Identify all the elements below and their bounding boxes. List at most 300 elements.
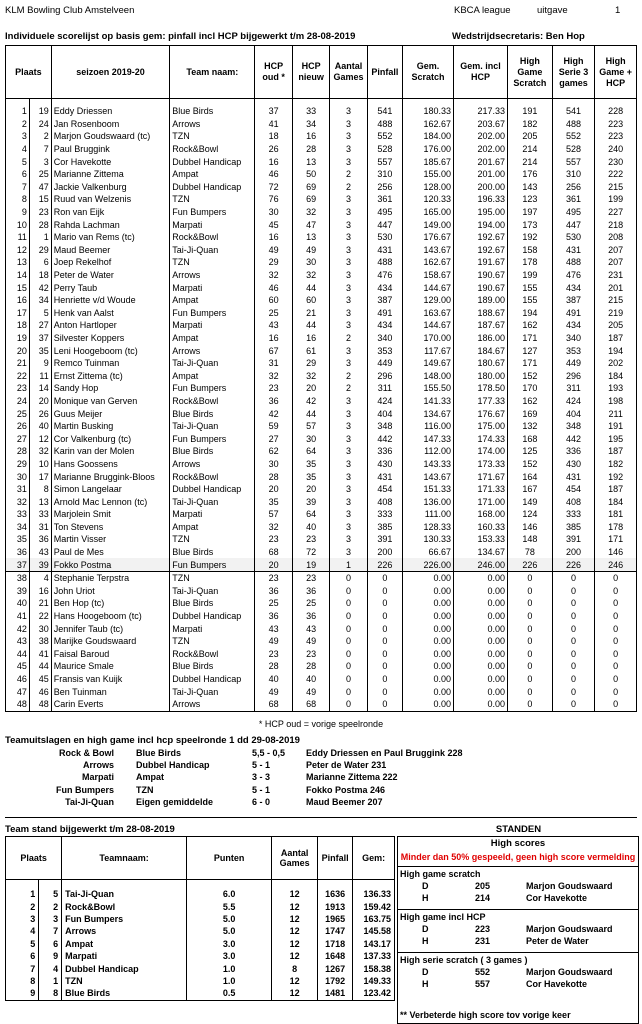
- table-cell: Blue Birds: [170, 597, 255, 610]
- table-cell: 123: [508, 193, 553, 206]
- table-cell: 20: [255, 483, 292, 496]
- high-score-block: [398, 866, 638, 905]
- table-cell: John Uriot: [51, 585, 170, 598]
- table-cell: 476: [367, 269, 402, 282]
- table-cell: 132: [508, 420, 553, 433]
- table-cell: 32: [292, 269, 329, 282]
- table-cell: Marijke Goudswaard: [51, 635, 170, 648]
- table-cell: 49: [255, 244, 292, 257]
- table-cell: 78: [508, 546, 553, 559]
- table-cell: 0.00: [403, 673, 454, 686]
- stand-cell: 1: [39, 975, 62, 987]
- table-cell: 28: [292, 143, 329, 156]
- table-cell: 16: [255, 332, 292, 345]
- stand-cell: 5: [6, 938, 39, 950]
- stand-cell: 5.5: [186, 900, 271, 912]
- table-cell: 0: [508, 597, 553, 610]
- table-cell: 201.67: [454, 155, 508, 168]
- table-cell: 32: [255, 521, 292, 534]
- table-cell: 49: [292, 685, 329, 698]
- result-cell: 5 - 1: [252, 784, 271, 795]
- table-cell: 17: [6, 307, 30, 320]
- table-cell: 0: [367, 660, 402, 673]
- table-cell: 128.00: [403, 181, 454, 194]
- table-cell: 45: [29, 673, 51, 686]
- col-header: Pinfall: [318, 837, 353, 880]
- stand-row: [6, 925, 395, 937]
- table-cell: 148: [508, 533, 553, 546]
- table-cell: 552: [552, 130, 595, 143]
- table-cell: 146: [595, 546, 637, 559]
- table-cell: Silvester Koppers: [51, 332, 170, 345]
- table-cell: 143.67: [403, 244, 454, 257]
- table-cell: 36: [292, 610, 329, 623]
- table-cell: 25: [6, 407, 30, 420]
- table-cell: 175.00: [454, 420, 508, 433]
- table-cell: 215: [595, 294, 637, 307]
- table-cell: 6: [29, 256, 51, 269]
- table-cell: 3: [330, 357, 367, 370]
- table-cell: 162.67: [403, 256, 454, 269]
- table-cell: Jackie Valkenburg: [51, 181, 170, 194]
- table-cell: 16: [6, 294, 30, 307]
- table-cell: 19: [6, 332, 30, 345]
- table-cell: 144.67: [403, 319, 454, 332]
- high-score-cell: H: [422, 893, 429, 903]
- table-cell: 30: [255, 458, 292, 471]
- table-cell: 0: [508, 635, 553, 648]
- table-cell: Fun Bumpers: [170, 206, 255, 219]
- table-cell: 170: [508, 382, 553, 395]
- table-cell: 0.00: [403, 622, 454, 635]
- table-cell: 0: [330, 673, 367, 686]
- table-cell: 0.00: [403, 597, 454, 610]
- table-cell: Fun Bumpers: [170, 432, 255, 445]
- table-cell: Eddy Driessen: [51, 105, 170, 118]
- table-cell: 23: [292, 648, 329, 661]
- table-cell: 36: [292, 585, 329, 598]
- table-cell: 155.00: [403, 168, 454, 181]
- table-cell: 0: [367, 622, 402, 635]
- table-cell: Leni Hoogeboom (tc): [51, 344, 170, 357]
- table-cell: 0: [595, 698, 637, 711]
- result-cell: Blue Birds: [136, 748, 182, 759]
- stand-cell: 12: [272, 888, 318, 900]
- stand-cell: 8: [39, 987, 62, 1000]
- table-cell: 42: [292, 395, 329, 408]
- col-header: High Game Scratch: [508, 46, 553, 99]
- table-row: [6, 635, 637, 648]
- table-cell: 33: [292, 105, 329, 118]
- table-row: [6, 483, 637, 496]
- table-cell: 5: [6, 155, 30, 168]
- table-cell: Fun Bumpers: [170, 382, 255, 395]
- table-cell: 39: [292, 495, 329, 508]
- table-cell: 0: [367, 648, 402, 661]
- table-cell: Ruud van Welzenis: [51, 193, 170, 206]
- table-cell: 0: [595, 648, 637, 661]
- table-cell: 17: [29, 470, 51, 483]
- col-header: Aantal Games: [330, 46, 367, 99]
- table-cell: 18: [29, 269, 51, 282]
- stand-cell: 8: [6, 975, 39, 987]
- table-cell: Ben Hop (tc): [51, 597, 170, 610]
- col-header: Plaats: [6, 837, 62, 880]
- col-header: Gem:: [353, 837, 395, 880]
- table-cell: 192.67: [454, 244, 508, 257]
- results-table: [40, 747, 504, 808]
- table-cell: 21: [29, 597, 51, 610]
- table-cell: 186.00: [454, 332, 508, 345]
- stand-cell: 3.0: [186, 938, 271, 950]
- table-cell: 340: [367, 332, 402, 345]
- table-cell: 3: [330, 546, 367, 559]
- table-cell: Jan Rosenboom: [51, 118, 170, 131]
- table-cell: 8: [29, 483, 51, 496]
- table-cell: Dubbel Handicap: [170, 610, 255, 623]
- table-cell: 0: [595, 622, 637, 635]
- high-score-cell: Cor Havekotte: [526, 979, 588, 989]
- stand-cell: 1913: [318, 900, 353, 912]
- table-cell: 0: [367, 635, 402, 648]
- table-cell: 310: [552, 168, 595, 181]
- table-cell: 3: [330, 256, 367, 269]
- table-cell: Henk van Aalst: [51, 307, 170, 320]
- table-cell: Maurice Smale: [51, 660, 170, 673]
- table-cell: 171: [508, 332, 553, 345]
- col-header: Aantal Games: [272, 837, 318, 880]
- table-cell: 454: [367, 483, 402, 496]
- table-cell: 3: [330, 281, 367, 294]
- high-score-block: [398, 952, 638, 991]
- table-cell: 408: [367, 495, 402, 508]
- table-cell: Tai-Ji-Quan: [170, 685, 255, 698]
- table-cell: 348: [367, 420, 402, 433]
- table-cell: 190.67: [454, 281, 508, 294]
- stand-cell: Tai-Ji-Quan: [62, 888, 187, 900]
- result-cell: 3 - 3: [252, 772, 271, 783]
- table-cell: Arrows: [170, 458, 255, 471]
- table-header: [6, 46, 637, 99]
- table-cell: 169: [508, 407, 553, 420]
- high-score-row: [398, 924, 638, 936]
- table-row: [6, 470, 637, 483]
- table-cell: 59: [255, 420, 292, 433]
- stand-cell: 163.75: [353, 913, 395, 925]
- table-cell: 0.00: [454, 685, 508, 698]
- table-cell: 3: [330, 244, 367, 257]
- table-cell: 454: [552, 483, 595, 496]
- table-cell: 34: [292, 118, 329, 131]
- table-row: [6, 508, 637, 521]
- table-cell: 68: [255, 698, 292, 711]
- table-row: [6, 193, 637, 206]
- stand-cell: 137.33: [353, 950, 395, 962]
- table-cell: 0: [508, 648, 553, 661]
- table-cell: 4: [29, 571, 51, 584]
- table-cell: 35: [292, 458, 329, 471]
- table-cell: 49: [255, 685, 292, 698]
- table-cell: 38: [6, 571, 30, 584]
- table-cell: 199: [508, 269, 553, 282]
- table-cell: Monique van Gerven: [51, 395, 170, 408]
- table-cell: 0: [552, 648, 595, 661]
- table-row: [6, 533, 637, 546]
- table-cell: 27: [255, 432, 292, 445]
- table-cell: 4: [6, 143, 30, 156]
- table-row: [6, 244, 637, 257]
- team-stand-table: [5, 836, 395, 1001]
- table-cell: 2: [29, 130, 51, 143]
- table-cell: Blue Birds: [170, 105, 255, 118]
- table-cell: 0: [330, 648, 367, 661]
- table-cell: 3: [330, 130, 367, 143]
- table-cell: 155: [508, 294, 553, 307]
- table-cell: 223: [595, 118, 637, 131]
- table-cell: 41: [6, 610, 30, 623]
- table-row: [6, 420, 637, 433]
- table-cell: 256: [367, 181, 402, 194]
- table-cell: 25: [255, 597, 292, 610]
- table-cell: 141.33: [403, 395, 454, 408]
- table-cell: 42: [255, 407, 292, 420]
- table-cell: 130.33: [403, 533, 454, 546]
- table-cell: 49: [255, 635, 292, 648]
- table-cell: 19: [29, 105, 51, 118]
- league-name: KBCA league: [454, 5, 511, 16]
- table-cell: 3: [330, 206, 367, 219]
- table-cell: 162.67: [403, 118, 454, 131]
- table-cell: TZN: [170, 256, 255, 269]
- table-cell: 528: [552, 143, 595, 156]
- col-header: Teamnaam:: [62, 837, 187, 880]
- table-cell: 47: [6, 685, 30, 698]
- table-cell: 296: [367, 369, 402, 382]
- stand-cell: Ampat: [62, 938, 187, 950]
- table-cell: 0: [595, 660, 637, 673]
- table-cell: 430: [367, 458, 402, 471]
- table-row: [6, 168, 637, 181]
- table-cell: 57: [292, 420, 329, 433]
- stand-cell: Dubbel Handicap: [62, 962, 187, 974]
- table-cell: 10: [6, 218, 30, 231]
- table-cell: 149: [508, 495, 553, 508]
- table-cell: 353: [552, 344, 595, 357]
- table-row: [6, 558, 637, 571]
- table-cell: 43: [29, 546, 51, 559]
- high-score-row: [398, 967, 638, 979]
- table-cell: Rock&Bowl: [170, 648, 255, 661]
- table-cell: 178.50: [454, 382, 508, 395]
- table-cell: 31: [255, 357, 292, 370]
- table-cell: 178: [595, 521, 637, 534]
- table-cell: 16: [292, 130, 329, 143]
- table-row: [6, 673, 637, 686]
- table-cell: Faisal Baroud: [51, 648, 170, 661]
- table-cell: 387: [552, 294, 595, 307]
- table-row: [6, 319, 637, 332]
- table-cell: 28: [29, 218, 51, 231]
- table-cell: 25: [29, 168, 51, 181]
- table-cell: 226: [552, 558, 595, 571]
- stand-cell: 145.58: [353, 925, 395, 937]
- table-row: [6, 495, 637, 508]
- table-cell: 24: [29, 118, 51, 131]
- table-row: [6, 610, 637, 623]
- table-cell: 23: [255, 382, 292, 395]
- table-cell: Rock&Bowl: [170, 143, 255, 156]
- table-cell: 23: [292, 571, 329, 584]
- table-cell: 40: [292, 521, 329, 534]
- table-cell: 41: [29, 648, 51, 661]
- table-cell: 340: [552, 332, 595, 345]
- table-row: [6, 685, 637, 698]
- result-cell: 5 - 1: [252, 760, 271, 771]
- stand-cell: Marpati: [62, 950, 187, 962]
- table-cell: 27: [6, 432, 30, 445]
- table-cell: Blue Birds: [170, 660, 255, 673]
- table-cell: 219: [595, 307, 637, 320]
- table-cell: 0: [367, 685, 402, 698]
- table-cell: 0: [508, 673, 553, 686]
- table-row: [6, 648, 637, 661]
- table-cell: 32: [292, 369, 329, 382]
- table-cell: Anton Hartloper: [51, 319, 170, 332]
- table-cell: 0.00: [454, 571, 508, 584]
- table-cell: 557: [552, 155, 595, 168]
- table-cell: 36: [255, 395, 292, 408]
- table-cell: 194: [595, 344, 637, 357]
- result-cell: Arrows: [82, 760, 114, 771]
- table-cell: 200: [367, 546, 402, 559]
- table-cell: Blue Birds: [170, 546, 255, 559]
- table-cell: 33: [6, 508, 30, 521]
- table-cell: 0.00: [403, 660, 454, 673]
- table-cell: 431: [367, 244, 402, 257]
- result-cell: Peter de Water 231: [306, 760, 387, 771]
- table-cell: 36: [255, 610, 292, 623]
- table-cell: 2: [330, 382, 367, 395]
- table-cell: 127: [508, 344, 553, 357]
- table-cell: 28: [6, 445, 30, 458]
- table-cell: 158: [508, 244, 553, 257]
- table-cell: 182: [595, 458, 637, 471]
- table-cell: 187: [595, 332, 637, 345]
- table-cell: 3: [330, 231, 367, 244]
- table-cell: Marianne Bruggink-Bloos: [51, 470, 170, 483]
- table-cell: 3: [330, 395, 367, 408]
- stand-cell: 2: [6, 900, 39, 912]
- table-cell: 1: [330, 558, 367, 571]
- table-cell: 447: [552, 218, 595, 231]
- table-cell: 3: [330, 420, 367, 433]
- stand-cell: 1267: [318, 962, 353, 974]
- table-cell: 199: [595, 193, 637, 206]
- table-cell: Perry Taub: [51, 281, 170, 294]
- table-cell: 36: [29, 533, 51, 546]
- table-cell: 43: [6, 635, 30, 648]
- table-cell: 66.67: [403, 546, 454, 559]
- table-cell: 29: [292, 357, 329, 370]
- stand-cell: 4: [39, 962, 62, 974]
- table-row: [6, 218, 637, 231]
- table-row: [6, 597, 637, 610]
- table-row: [6, 307, 637, 320]
- table-cell: 143: [508, 181, 553, 194]
- table-cell: Marianne Zittema: [51, 168, 170, 181]
- table-cell: Marpati: [170, 508, 255, 521]
- table-cell: 404: [552, 407, 595, 420]
- high-score-cell: D: [422, 924, 429, 934]
- table-cell: 44: [292, 407, 329, 420]
- stand-row: [6, 938, 395, 950]
- table-cell: 171.00: [454, 495, 508, 508]
- table-cell: 230: [595, 155, 637, 168]
- table-cell: 207: [595, 244, 637, 257]
- table-row: [6, 155, 637, 168]
- table-cell: 0: [552, 622, 595, 635]
- col-header: Pinfall: [367, 46, 402, 99]
- table-cell: 200: [552, 546, 595, 559]
- table-cell: 168: [508, 432, 553, 445]
- table-row: [6, 357, 637, 370]
- high-score-cell: 205: [474, 881, 490, 891]
- stand-cell: Rock&Bowl: [62, 900, 187, 912]
- high-scores-panel: [397, 836, 639, 1024]
- stand-cell: 5.0: [186, 913, 271, 925]
- table-row: [6, 585, 637, 598]
- col-header: Team naam:: [170, 46, 255, 99]
- table-cell: Fun Bumpers: [170, 307, 255, 320]
- table-cell: 21: [292, 307, 329, 320]
- table-cell: 20: [29, 395, 51, 408]
- table-cell: Tai-Ji-Quan: [170, 244, 255, 257]
- table-cell: 152: [508, 369, 553, 382]
- table-row: [6, 256, 637, 269]
- result-cell: Fokko Postma 246: [306, 784, 386, 795]
- table-cell: 60: [255, 294, 292, 307]
- table-cell: 333: [552, 508, 595, 521]
- col-header: High Game + HCP: [595, 46, 637, 99]
- table-cell: 35: [29, 344, 51, 357]
- table-cell: 3: [330, 193, 367, 206]
- table-cell: 152: [508, 458, 553, 471]
- table-cell: 30: [292, 432, 329, 445]
- table-cell: Dubbel Handicap: [170, 181, 255, 194]
- table-cell: 5: [29, 307, 51, 320]
- stand-row: [6, 975, 395, 987]
- table-cell: 13: [29, 495, 51, 508]
- table-cell: 46: [29, 685, 51, 698]
- table-cell: 171.33: [454, 483, 508, 496]
- table-cell: Simon Langelaar: [51, 483, 170, 496]
- table-cell: 3: [29, 155, 51, 168]
- table-cell: 60: [292, 294, 329, 307]
- table-cell: 541: [367, 105, 402, 118]
- table-cell: 180.00: [454, 369, 508, 382]
- table-cell: 0.00: [403, 571, 454, 584]
- table-cell: 36: [6, 546, 30, 559]
- table-cell: 129.00: [403, 294, 454, 307]
- table-cell: 434: [552, 281, 595, 294]
- table-cell: 198: [595, 395, 637, 408]
- result-cell: Dubbel Handicap: [136, 760, 210, 771]
- table-cell: 174.33: [454, 432, 508, 445]
- table-cell: 0: [508, 585, 553, 598]
- table-cell: 13: [292, 155, 329, 168]
- table-row: [6, 369, 637, 382]
- table-cell: Cor Havekotte: [51, 155, 170, 168]
